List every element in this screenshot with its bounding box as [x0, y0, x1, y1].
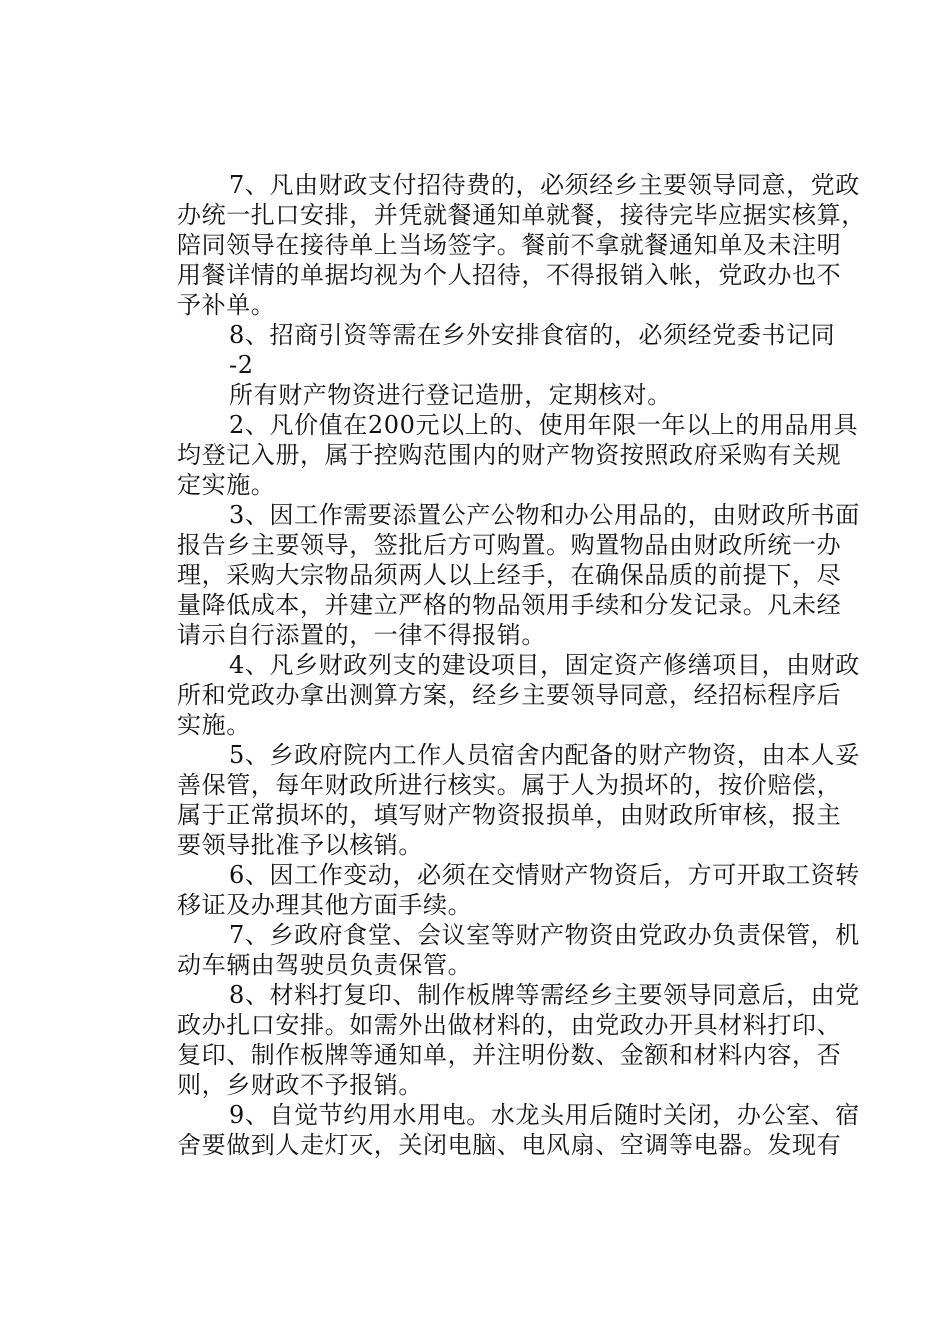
text-line: 动车辆由驾驶员负责保管。 [177, 951, 473, 979]
text-line: 所和党政办拿出测算方案，经乡主要领导同意，经招标程序后 [177, 681, 842, 709]
text-line: 8、材料打复印、制作板牌等需经乡主要领导同意后，由党 [229, 981, 860, 1009]
text-line: 则，乡财政不予报销。 [177, 1071, 423, 1099]
text-line: 所有财产物资进行登记造册，定期核对。 [229, 381, 672, 409]
text-line: 善保管，每年财政所进行核实。属于人为损坏的，按价赔偿， [177, 771, 842, 799]
text-line: 8、招商引资等需在乡外安排食宿的，必须经党委书记同 [229, 321, 836, 349]
text-line: 办统一扎口安排，并凭就餐通知单就餐，接待完毕应据实核算， [177, 201, 866, 229]
paragraph-7-reception-fees [177, 170, 866, 320]
text-line: 舍要做到人走灯灭，关闭电脑、电风扇、空调等电器。发现有 [177, 1131, 842, 1159]
text-line: 用餐详情的单据均视为个人招待，不得报销入帐，党政办也不 [177, 261, 842, 289]
text-line: 4、凡乡财政列支的建设项目，固定资产修缮项目，由财政 [229, 651, 860, 679]
text-line: 政办扎口安排。如需外出做材料的，由党政办开具材料打印、 [177, 1011, 842, 1039]
paragraph-asset-registration [177, 380, 837, 410]
text-line: 2、凡价值在200元以上的、使用年限一年以上的用品用具 [229, 411, 859, 439]
text-line: 请示自行添置的，一律不得报销。 [177, 621, 546, 649]
text-line: 复印、制作板牌等通知单，并注明份数、金额和材料内容，否 [177, 1041, 842, 1069]
paragraph-4-construction-projects [177, 650, 860, 740]
text-line: 移证及办理其他方面手续。 [177, 891, 473, 919]
paragraph-8-printing-signage [177, 980, 860, 1100]
paragraph-3-office-supplies [177, 500, 860, 650]
text-line: 均登记入册，属于控购范围内的财产物资按照政府采购有关规 [177, 441, 842, 469]
text-line: 报告乡主要领导，签批后方可购置。购置物品由财政所统一办 [177, 531, 842, 559]
paragraph-2-asset-value [177, 410, 859, 500]
text-line: 7、凡由财政支付招待费的，必须经乡主要领导同意，党政 [229, 171, 860, 199]
text-line: 5、乡政府院内工作人员宿舍内配备的财产物资，由本人妥 [229, 741, 860, 769]
text-line: 6、因工作变动，必须在交情财产物资后，方可开取工资转 [229, 861, 860, 889]
text-line: 定实施。 [177, 471, 276, 499]
text-line: 要领导批准予以核销。 [177, 831, 423, 859]
text-line: 陪同领导在接待单上当场签字。餐前不拿就餐通知单及未注明 [177, 231, 842, 259]
text-line: 3、因工作需要添置公产公物和办公用品的，由财政所书面 [229, 501, 860, 529]
page-marker: -2 [229, 351, 254, 379]
paragraph-8-investment-lodging [177, 320, 837, 350]
paragraph-5-dormitory-assets [177, 740, 860, 860]
text-line: 予补单。 [177, 291, 276, 319]
text-line: 7、乡政府食堂、会议室等财产物资由党政办负责保管，机 [229, 921, 860, 949]
paragraph-9-water-electricity [177, 1100, 860, 1160]
text-line: 实施。 [177, 711, 251, 739]
text-line: 9、自觉节约用水用电。水龙头用后随时关闭，办公室、宿 [229, 1101, 860, 1129]
text-line: 属于正常损坏的，填写财产物资报损单，由财政所审核，报主 [177, 801, 842, 829]
text-line: 理，采购大宗物品须两人以上经手，在确保品质的前提下，尽 [177, 561, 842, 589]
document-body [177, 170, 866, 1160]
paragraph-7-canteen-vehicles [177, 920, 860, 980]
text-line: 量降低成本，并建立严格的物品领用手续和分发记录。凡未经 [177, 591, 842, 619]
paragraph-6-job-transfer [177, 860, 860, 920]
